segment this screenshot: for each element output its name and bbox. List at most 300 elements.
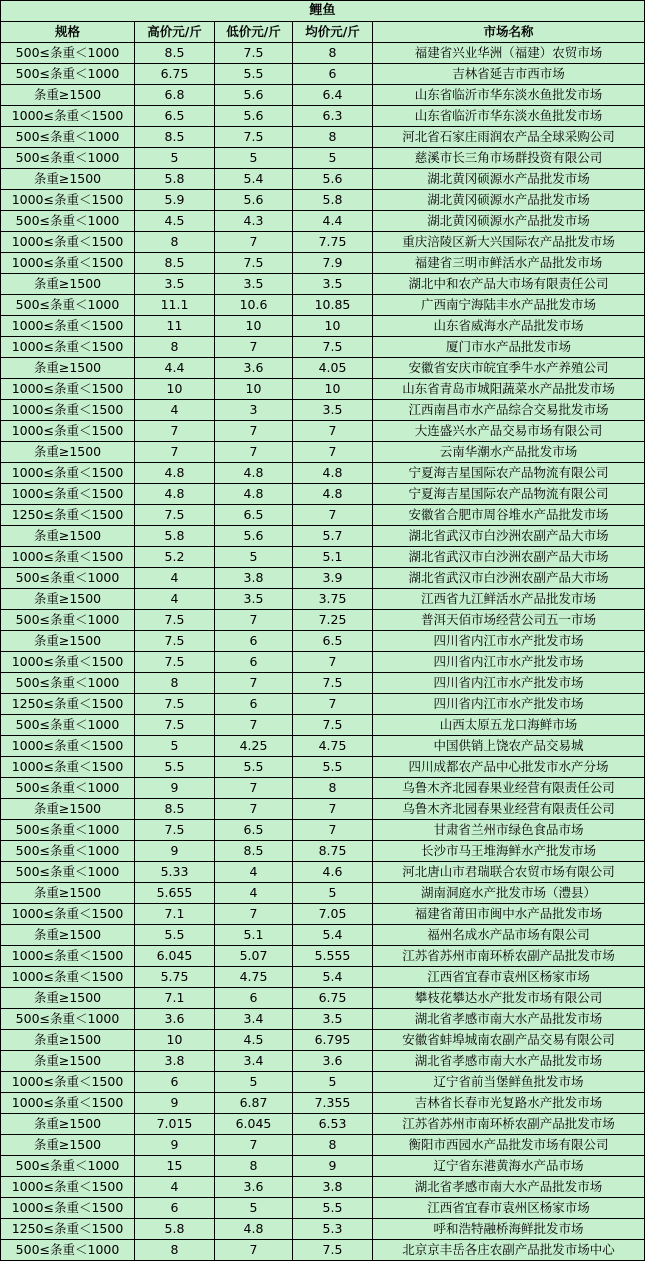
cell-spec: 1000≤条重＜1500 [1,337,135,358]
cell-avg-price: 6.4 [293,85,373,106]
cell-high-price: 4 [135,1177,215,1198]
table-row [1,1114,645,1135]
cell-low-price: 3.5 [215,589,293,610]
table-row [1,484,645,505]
cell-avg-price: 5 [293,148,373,169]
cell-avg-price: 3.6 [293,1051,373,1072]
cell-high-price: 6.8 [135,85,215,106]
cell-spec: 条重≥1500 [1,1030,135,1051]
cell-spec: 条重≥1500 [1,442,135,463]
cell-high-price: 3.8 [135,1051,215,1072]
cell-spec: 500≤条重＜1000 [1,841,135,862]
table-row [1,64,645,85]
cell-low-price: 5 [215,1198,293,1219]
cell-low-price: 7 [215,673,293,694]
cell-low-price: 7 [215,610,293,631]
table-row [1,1240,645,1261]
table-row [1,1156,645,1177]
cell-high-price: 5.8 [135,169,215,190]
table-title-row [1,1,645,22]
cell-market-name: 江苏省苏州市南环桥农副产品批发市场 [373,1114,645,1135]
cell-market-name: 湖北黄冈硕源水产品批发市场 [373,169,645,190]
cell-spec: 1000≤条重＜1500 [1,946,135,967]
cell-high-price: 3.5 [135,274,215,295]
cell-avg-price: 8.75 [293,841,373,862]
cell-spec: 500≤条重＜1000 [1,211,135,232]
cell-spec: 1000≤条重＜1500 [1,316,135,337]
cell-market-name: 北京京丰岳各庄农副产品批发市场中心 [373,1240,645,1261]
cell-avg-price: 6.75 [293,988,373,1009]
cell-low-price: 7 [215,442,293,463]
table-row [1,925,645,946]
cell-high-price: 5.5 [135,925,215,946]
cell-high-price: 5 [135,736,215,757]
cell-avg-price: 7 [293,820,373,841]
cell-spec: 1250≤条重＜1500 [1,505,135,526]
cell-avg-price: 7.5 [293,337,373,358]
cell-low-price: 10 [215,316,293,337]
cell-low-price: 5.6 [215,85,293,106]
cell-low-price: 10.6 [215,295,293,316]
cell-high-price: 4.5 [135,211,215,232]
cell-spec: 1000≤条重＜1500 [1,1198,135,1219]
cell-low-price: 6 [215,988,293,1009]
cell-market-name: 广西南宁海陆丰水产品批发市场 [373,295,645,316]
table-row [1,253,645,274]
cell-high-price: 5.5 [135,757,215,778]
cell-spec: 1000≤条重＜1500 [1,106,135,127]
cell-avg-price: 5.5 [293,757,373,778]
table-row [1,316,645,337]
table-row [1,568,645,589]
cell-spec: 条重≥1500 [1,1051,135,1072]
cell-avg-price: 7.75 [293,232,373,253]
table-row [1,127,645,148]
cell-spec: 1000≤条重＜1500 [1,757,135,778]
cell-spec: 1000≤条重＜1500 [1,421,135,442]
cell-avg-price: 7.5 [293,673,373,694]
table-row [1,526,645,547]
cell-high-price: 4.4 [135,358,215,379]
cell-high-price: 8 [135,337,215,358]
cell-market-name: 重庆涪陵区新大兴国际农产品批发市场 [373,232,645,253]
table-row [1,946,645,967]
cell-low-price: 5.6 [215,106,293,127]
cell-spec: 条重≥1500 [1,85,135,106]
cell-high-price: 9 [135,841,215,862]
cell-avg-price: 3.75 [293,589,373,610]
cell-avg-price: 7.05 [293,904,373,925]
cell-low-price: 7 [215,778,293,799]
cell-avg-price: 5.7 [293,526,373,547]
cell-avg-price: 3.5 [293,274,373,295]
cell-market-name: 吉林省延吉市西市场 [373,64,645,85]
cell-avg-price: 6.795 [293,1030,373,1051]
cell-market-name: 宁夏海吉星国际农产品物流有限公司 [373,463,645,484]
table-row [1,337,645,358]
cell-high-price: 7 [135,421,215,442]
table-row [1,421,645,442]
table-title: 鲤鱼 [1,1,645,22]
cell-avg-price: 7 [293,694,373,715]
cell-market-name: 湖北省孝感市南大水产品批发市场 [373,1009,645,1030]
cell-market-name: 四川省内江市水产批发市场 [373,694,645,715]
cell-low-price: 3.6 [215,1177,293,1198]
cell-market-name: 安徽省蚌埠城南农副产品交易有限公司 [373,1030,645,1051]
table-row [1,967,645,988]
cell-high-price: 4.8 [135,463,215,484]
cell-low-price: 5.07 [215,946,293,967]
cell-market-name: 厦门市水产品批发市场 [373,337,645,358]
cell-market-name: 呼和浩特融桥海鲜批发市场 [373,1219,645,1240]
cell-market-name: 长沙市马王堆海鲜水产批发市场 [373,841,645,862]
cell-spec: 1000≤条重＜1500 [1,652,135,673]
cell-avg-price: 8 [293,127,373,148]
cell-avg-price: 7 [293,799,373,820]
cell-low-price: 3.5 [215,274,293,295]
cell-avg-price: 10 [293,316,373,337]
cell-spec: 1250≤条重＜1500 [1,694,135,715]
cell-low-price: 6.5 [215,505,293,526]
table-row [1,1093,645,1114]
cell-high-price: 7.5 [135,505,215,526]
cell-low-price: 4.75 [215,967,293,988]
cell-low-price: 7 [215,337,293,358]
cell-avg-price: 9 [293,1156,373,1177]
cell-spec: 500≤条重＜1000 [1,820,135,841]
table-row [1,820,645,841]
cell-high-price: 5.8 [135,1219,215,1240]
cell-high-price: 7.5 [135,652,215,673]
cell-high-price: 4 [135,400,215,421]
table-row [1,715,645,736]
cell-high-price: 8.5 [135,43,215,64]
table-row [1,1009,645,1030]
cell-high-price: 15 [135,1156,215,1177]
cell-avg-price: 8 [293,43,373,64]
cell-avg-price: 7.5 [293,715,373,736]
cell-high-price: 7.1 [135,988,215,1009]
cell-spec: 500≤条重＜1000 [1,43,135,64]
cell-spec: 1000≤条重＜1500 [1,400,135,421]
cell-high-price: 5.33 [135,862,215,883]
cell-high-price: 7.5 [135,694,215,715]
cell-market-name: 湖北省孝感市南大水产品批发市场 [373,1051,645,1072]
cell-market-name: 江西省宜春市袁州区杨家市场 [373,1198,645,1219]
table-row [1,904,645,925]
cell-high-price: 5.75 [135,967,215,988]
cell-avg-price: 4.05 [293,358,373,379]
cell-spec: 500≤条重＜1000 [1,1156,135,1177]
cell-spec: 1000≤条重＜1500 [1,232,135,253]
cell-spec: 500≤条重＜1000 [1,1009,135,1030]
cell-avg-price: 6.5 [293,631,373,652]
cell-low-price: 3 [215,400,293,421]
cell-low-price: 6 [215,631,293,652]
cell-spec: 1000≤条重＜1500 [1,967,135,988]
cell-market-name: 山西太原五龙口海鲜市场 [373,715,645,736]
table-row [1,190,645,211]
cell-low-price: 5.5 [215,64,293,85]
cell-spec: 条重≥1500 [1,631,135,652]
cell-high-price: 6 [135,1198,215,1219]
cell-high-price: 6 [135,1072,215,1093]
table-row [1,379,645,400]
table-row [1,1219,645,1240]
table-row [1,673,645,694]
table-row [1,1030,645,1051]
cell-avg-price: 6 [293,64,373,85]
cell-high-price: 11.1 [135,295,215,316]
cell-high-price: 5.8 [135,526,215,547]
table-row [1,148,645,169]
table-row [1,1135,645,1156]
cell-market-name: 吉林省长春市光复路水产批发市场 [373,1093,645,1114]
table-row [1,1072,645,1093]
cell-spec: 500≤条重＜1000 [1,148,135,169]
cell-low-price: 3.4 [215,1051,293,1072]
cell-avg-price: 4.8 [293,484,373,505]
cell-avg-price: 5.4 [293,925,373,946]
cell-avg-price: 5.555 [293,946,373,967]
cell-spec: 1000≤条重＜1500 [1,904,135,925]
cell-avg-price: 10.85 [293,295,373,316]
cell-spec: 500≤条重＜1000 [1,673,135,694]
table-row [1,799,645,820]
cell-spec: 条重≥1500 [1,1114,135,1135]
cell-spec: 条重≥1500 [1,799,135,820]
cell-high-price: 7.5 [135,631,215,652]
cell-avg-price: 4.75 [293,736,373,757]
cell-high-price: 10 [135,1030,215,1051]
cell-market-name: 普洱天佰市场经营公司五一市场 [373,610,645,631]
table-header-row [1,22,645,43]
cell-spec: 500≤条重＜1000 [1,1240,135,1261]
cell-high-price: 8.5 [135,127,215,148]
cell-market-name: 乌鲁木齐北园春果业经营有限责任公司 [373,778,645,799]
cell-spec: 1000≤条重＜1500 [1,190,135,211]
cell-market-name: 四川省内江市水产批发市场 [373,652,645,673]
cell-high-price: 6.75 [135,64,215,85]
cell-market-name: 江西南昌市水产品综合交易批发市场 [373,400,645,421]
cell-high-price: 7 [135,442,215,463]
cell-market-name: 河北省石家庄雨润农产品全球采购公司 [373,127,645,148]
cell-market-name: 湖北省孝感市南大水产品批发市场 [373,1177,645,1198]
cell-spec: 1000≤条重＜1500 [1,253,135,274]
cell-market-name: 辽宁省东港黄海水产品市场 [373,1156,645,1177]
table-row [1,274,645,295]
cell-high-price: 4 [135,589,215,610]
cell-market-name: 湖北省武汉市白沙洲农副产品大市场 [373,568,645,589]
cell-spec: 500≤条重＜1000 [1,295,135,316]
cell-spec: 1000≤条重＜1500 [1,1177,135,1198]
cell-market-name: 四川省内江市水产批发市场 [373,631,645,652]
cell-high-price: 4 [135,568,215,589]
cell-market-name: 江西省九江鲜活水产品批发市场 [373,589,645,610]
cell-low-price: 4 [215,883,293,904]
cell-spec: 条重≥1500 [1,1135,135,1156]
cell-market-name: 山东省临沂市华东淡水鱼批发市场 [373,85,645,106]
cell-low-price: 5 [215,148,293,169]
cell-spec: 500≤条重＜1000 [1,568,135,589]
cell-low-price: 6 [215,694,293,715]
cell-avg-price: 4.8 [293,463,373,484]
cell-low-price: 5 [215,547,293,568]
table-row [1,1198,645,1219]
cell-low-price: 5.4 [215,169,293,190]
cell-low-price: 4.8 [215,1219,293,1240]
cell-market-name: 湖北中和农产品大市场有限责任公司 [373,274,645,295]
cell-market-name: 云南华潮水产品批发市场 [373,442,645,463]
cell-avg-price: 8 [293,778,373,799]
cell-spec: 条重≥1500 [1,925,135,946]
table-row [1,106,645,127]
cell-high-price: 6.045 [135,946,215,967]
table-row [1,442,645,463]
cell-avg-price: 4.4 [293,211,373,232]
cell-spec: 500≤条重＜1000 [1,778,135,799]
cell-spec: 500≤条重＜1000 [1,610,135,631]
cell-high-price: 7.5 [135,820,215,841]
table-row [1,778,645,799]
cell-market-name: 中国供销上饶农产品交易城 [373,736,645,757]
cell-avg-price: 5.6 [293,169,373,190]
cell-avg-price: 7.5 [293,1240,373,1261]
cell-spec: 条重≥1500 [1,169,135,190]
cell-high-price: 7.5 [135,610,215,631]
cell-market-name: 安徽省合肥市周谷堆水产品批发市场 [373,505,645,526]
cell-avg-price: 7.25 [293,610,373,631]
table-row [1,757,645,778]
header-spec: 规格 [1,22,135,43]
cell-market-name: 湖北省武汉市白沙洲农副产品大市场 [373,526,645,547]
cell-low-price: 5.5 [215,757,293,778]
cell-avg-price: 4.6 [293,862,373,883]
table-row [1,295,645,316]
cell-spec: 1000≤条重＜1500 [1,1093,135,1114]
cell-spec: 1000≤条重＜1500 [1,379,135,400]
cell-low-price: 4.8 [215,484,293,505]
cell-market-name: 湖北黄冈硕源水产品批发市场 [373,190,645,211]
table-row [1,505,645,526]
table-row [1,652,645,673]
cell-market-name: 福州名成水产品市场有限公司 [373,925,645,946]
cell-market-name: 慈溪市长三角市场群投资有限公司 [373,148,645,169]
cell-low-price: 7 [215,799,293,820]
cell-market-name: 山东省威海水产品批发市场 [373,316,645,337]
cell-market-name: 山东省临沂市华东淡水鱼批发市场 [373,106,645,127]
cell-avg-price: 7.355 [293,1093,373,1114]
cell-high-price: 8 [135,1240,215,1261]
header-low-price: 低价元/斤 [215,22,293,43]
cell-low-price: 6 [215,652,293,673]
cell-avg-price: 5.1 [293,547,373,568]
table-row [1,736,645,757]
cell-avg-price: 3.8 [293,1177,373,1198]
cell-market-name: 衡阳市西园水产品批发市场有限公司 [373,1135,645,1156]
cell-market-name: 宁夏海吉星国际农产品物流有限公司 [373,484,645,505]
table-row [1,694,645,715]
cell-avg-price: 3.5 [293,400,373,421]
cell-high-price: 5.9 [135,190,215,211]
cell-high-price: 5.655 [135,883,215,904]
table-row [1,232,645,253]
cell-market-name: 四川成都农产品中心批发市水产分场 [373,757,645,778]
table-row [1,841,645,862]
cell-market-name: 辽宁省前当堡鲜鱼批发市场 [373,1072,645,1093]
table-row [1,43,645,64]
cell-high-price: 8 [135,673,215,694]
cell-market-name: 山东省青岛市城阳蔬菜水产品批发市场 [373,379,645,400]
cell-low-price: 4.3 [215,211,293,232]
cell-market-name: 大连盛兴水产品交易市场有限公司 [373,421,645,442]
header-avg-price: 均价元/斤 [293,22,373,43]
cell-spec: 500≤条重＜1000 [1,715,135,736]
cell-low-price: 8 [215,1156,293,1177]
cell-high-price: 11 [135,316,215,337]
cell-high-price: 6.5 [135,106,215,127]
cell-low-price: 4.5 [215,1030,293,1051]
cell-market-name: 乌鲁木齐北园春果业经营有限责任公司 [373,799,645,820]
cell-high-price: 3.6 [135,1009,215,1030]
cell-spec: 1000≤条重＜1500 [1,736,135,757]
cell-avg-price: 7 [293,421,373,442]
cell-low-price: 6.87 [215,1093,293,1114]
cell-market-name: 湖南洞庭水产批发市场（澧县） [373,883,645,904]
table-row [1,610,645,631]
cell-market-name: 安徽省安庆市皖宜季牛水产养殖公司 [373,358,645,379]
table-body [1,43,645,1261]
cell-high-price: 5.2 [135,547,215,568]
cell-high-price: 8.5 [135,253,215,274]
cell-spec: 条重≥1500 [1,358,135,379]
table-row [1,358,645,379]
cell-low-price: 10 [215,379,293,400]
table-row [1,400,645,421]
cell-spec: 1000≤条重＜1500 [1,484,135,505]
cell-avg-price: 5.4 [293,967,373,988]
cell-avg-price: 5.5 [293,1198,373,1219]
table-row [1,463,645,484]
table-row [1,85,645,106]
cell-low-price: 6.5 [215,820,293,841]
cell-spec: 条重≥1500 [1,589,135,610]
cell-low-price: 8.5 [215,841,293,862]
cell-low-price: 5 [215,1072,293,1093]
cell-market-name: 湖北省武汉市白沙洲农副产品大市场 [373,547,645,568]
table-row [1,862,645,883]
cell-market-name: 江苏省苏州市南环桥农副产品批发市场 [373,946,645,967]
cell-market-name: 河北唐山市君瑞联合农贸市场有限公司 [373,862,645,883]
table-row [1,211,645,232]
cell-avg-price: 8 [293,1135,373,1156]
cell-market-name: 福建省莆田市闽中水产品批发市场 [373,904,645,925]
cell-market-name: 福建省兴业华洲（福建）农贸市场 [373,43,645,64]
cell-avg-price: 7 [293,442,373,463]
table-row [1,631,645,652]
header-market-name: 市场名称 [373,22,645,43]
cell-high-price: 9 [135,778,215,799]
cell-low-price: 4 [215,862,293,883]
cell-market-name: 甘肃省兰州市绿色食品市场 [373,820,645,841]
cell-avg-price: 5.3 [293,1219,373,1240]
cell-low-price: 6.045 [215,1114,293,1135]
cell-high-price: 4.8 [135,484,215,505]
cell-spec: 500≤条重＜1000 [1,862,135,883]
cell-avg-price: 3.5 [293,1009,373,1030]
cell-spec: 条重≥1500 [1,526,135,547]
cell-high-price: 7.1 [135,904,215,925]
